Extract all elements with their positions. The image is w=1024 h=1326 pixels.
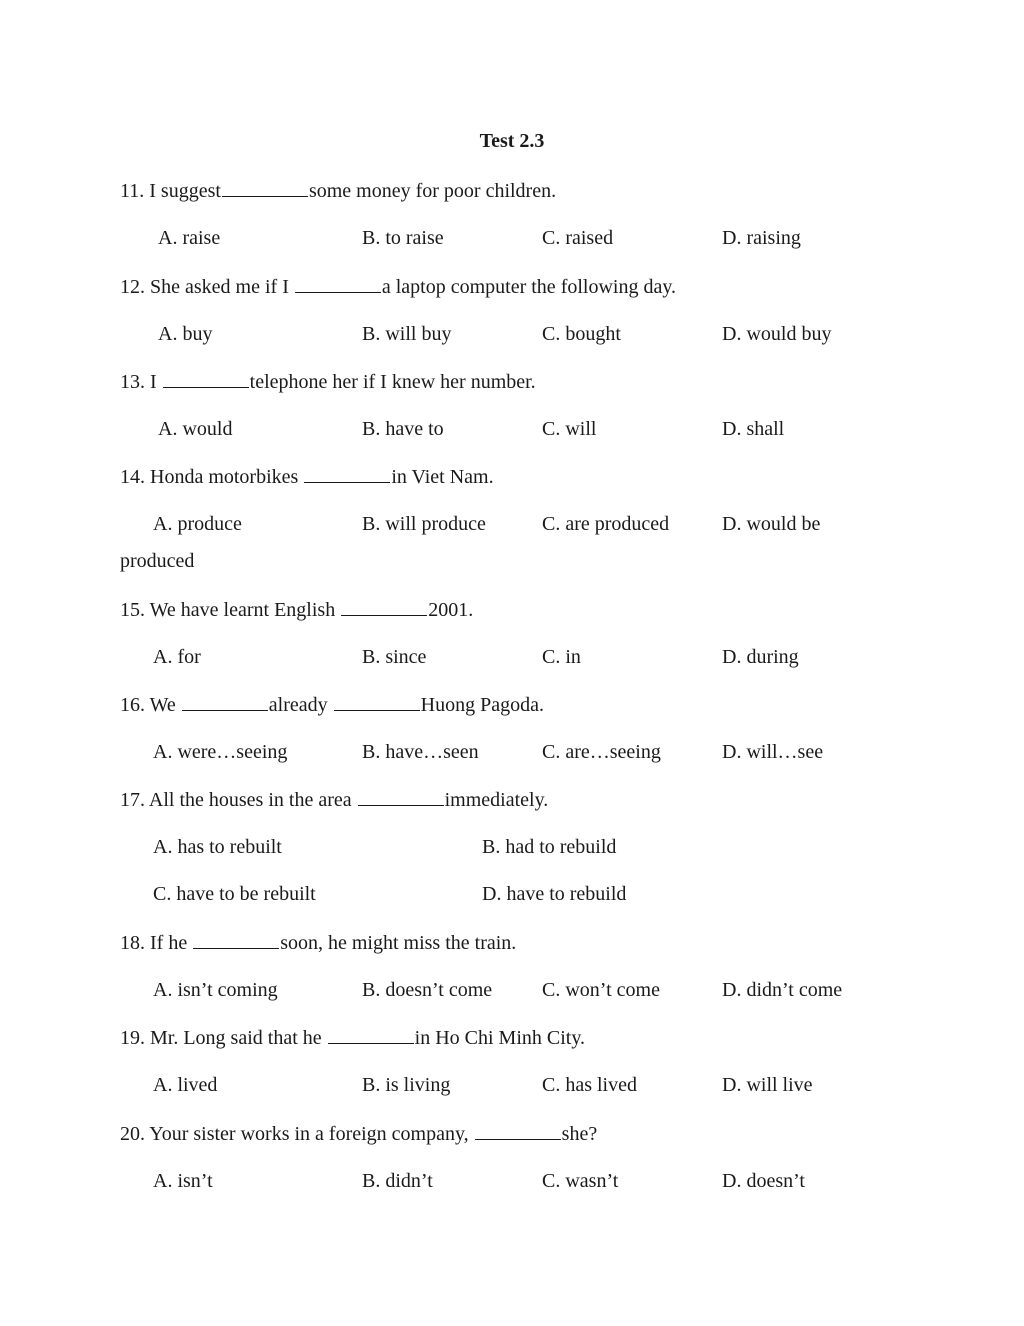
- option-c: C. in: [542, 646, 581, 668]
- option-c: C. have to be rebuilt: [153, 883, 316, 905]
- question-text-before: Mr. Long said that he: [150, 1027, 322, 1049]
- option-d-wrap: produced: [120, 550, 195, 572]
- question-number: 18.: [120, 932, 145, 954]
- question-number: 15.: [120, 599, 145, 621]
- answer-blank: [328, 1025, 414, 1044]
- option-b: B. have…seen: [362, 741, 479, 763]
- option-b: B. doesn’t come: [362, 979, 493, 1001]
- question-text-after: 2001.: [428, 599, 474, 621]
- question-14: [120, 464, 494, 489]
- option-b: B. is living: [362, 1074, 451, 1096]
- option-d: D. shall: [722, 418, 785, 440]
- answer-blank: [163, 369, 249, 388]
- question-text-after: telephone her if I knew her number.: [249, 371, 536, 393]
- option-b: B. since: [362, 646, 427, 668]
- option-d: D. would be: [722, 513, 821, 535]
- page-title: Test 2.3: [479, 130, 545, 152]
- question-text-after: a laptop computer the following day.: [381, 276, 677, 298]
- option-c: C. are…seeing: [542, 741, 661, 763]
- question-text-after: some money for poor children.: [308, 180, 557, 202]
- question-11: [120, 178, 556, 203]
- question-text-after: Huong Pagoda.: [420, 694, 544, 716]
- option-a: A. produce: [153, 513, 242, 535]
- option-b: B. will produce: [362, 513, 486, 535]
- option-a: A. has to rebuilt: [153, 836, 282, 858]
- answer-blank: [182, 692, 268, 711]
- option-d: D. raising: [722, 227, 801, 249]
- question-text-before: I: [150, 371, 157, 393]
- question-text-before: Your sister works in a foreign company,: [149, 1123, 469, 1145]
- question-20: [120, 1121, 597, 1146]
- option-d: D. will live: [722, 1074, 813, 1096]
- question-18: [120, 930, 516, 955]
- question-number: 11.: [120, 180, 145, 202]
- question-text-after: in Ho Chi Minh City.: [414, 1027, 586, 1049]
- question-15: [120, 597, 473, 622]
- option-c: C. wasn’t: [542, 1170, 619, 1192]
- question-text-before: I suggest: [149, 180, 221, 202]
- question-number: 19.: [120, 1027, 145, 1049]
- question-12: [120, 274, 676, 299]
- option-b: B. have to: [362, 418, 444, 440]
- question-text-before: If he: [150, 932, 188, 954]
- question-text-before: She asked me if I: [150, 276, 289, 298]
- option-d: D. doesn’t: [722, 1170, 805, 1192]
- question-17: [120, 787, 548, 812]
- option-a: A. were…seeing: [153, 741, 288, 763]
- question-number: 20.: [120, 1123, 145, 1145]
- option-d: D. during: [722, 646, 799, 668]
- option-c: C. bought: [542, 323, 621, 345]
- question-text-before: We: [149, 694, 176, 716]
- option-c: C. will: [542, 418, 597, 440]
- option-a: A. for: [153, 646, 201, 668]
- option-a: A. isn’t: [153, 1170, 213, 1192]
- question-text-after: immediately.: [444, 789, 549, 811]
- question-number: 13.: [120, 371, 145, 393]
- answer-blank: [193, 930, 279, 949]
- answer-blank: [358, 787, 444, 806]
- answer-blank: [222, 178, 308, 197]
- question-text-middle: already: [268, 694, 328, 716]
- question-number: 16.: [120, 694, 145, 716]
- question-number: 14.: [120, 466, 145, 488]
- question-19: [120, 1025, 585, 1050]
- answer-blank: [295, 274, 381, 293]
- question-16: [120, 692, 544, 717]
- question-text-before: All the houses in the area: [148, 789, 352, 811]
- option-a: A. raise: [158, 227, 221, 249]
- question-text-after: in Viet Nam.: [391, 466, 494, 488]
- question-number: 12.: [120, 276, 145, 298]
- option-a: A. buy: [158, 323, 213, 345]
- option-d: D. will…see: [722, 741, 824, 763]
- option-b: B. will buy: [362, 323, 452, 345]
- option-b: B. to raise: [362, 227, 444, 249]
- option-d: D. would buy: [722, 323, 832, 345]
- question-text-before: Honda motorbikes: [150, 466, 299, 488]
- option-c: C. has lived: [542, 1074, 637, 1096]
- answer-blank: [341, 597, 427, 616]
- option-b: B. didn’t: [362, 1170, 433, 1192]
- option-a: A. would: [158, 418, 233, 440]
- question-text-before: We have learnt English: [149, 599, 336, 621]
- option-c: C. raised: [542, 227, 614, 249]
- answer-blank: [334, 692, 420, 711]
- answer-blank: [475, 1121, 561, 1140]
- question-text-after: she?: [561, 1123, 598, 1145]
- question-number: 17.: [120, 789, 145, 811]
- option-a: A. isn’t coming: [153, 979, 278, 1001]
- option-a: A. lived: [153, 1074, 218, 1096]
- question-text-after: soon, he might miss the train.: [280, 932, 517, 954]
- option-b: B. had to rebuild: [482, 836, 617, 858]
- option-d: D. didn’t come: [722, 979, 843, 1001]
- question-13: [120, 369, 536, 394]
- option-c: C. won’t come: [542, 979, 660, 1001]
- answer-blank: [304, 464, 390, 483]
- option-c: C. are produced: [542, 513, 670, 535]
- option-d: D. have to rebuild: [482, 883, 627, 905]
